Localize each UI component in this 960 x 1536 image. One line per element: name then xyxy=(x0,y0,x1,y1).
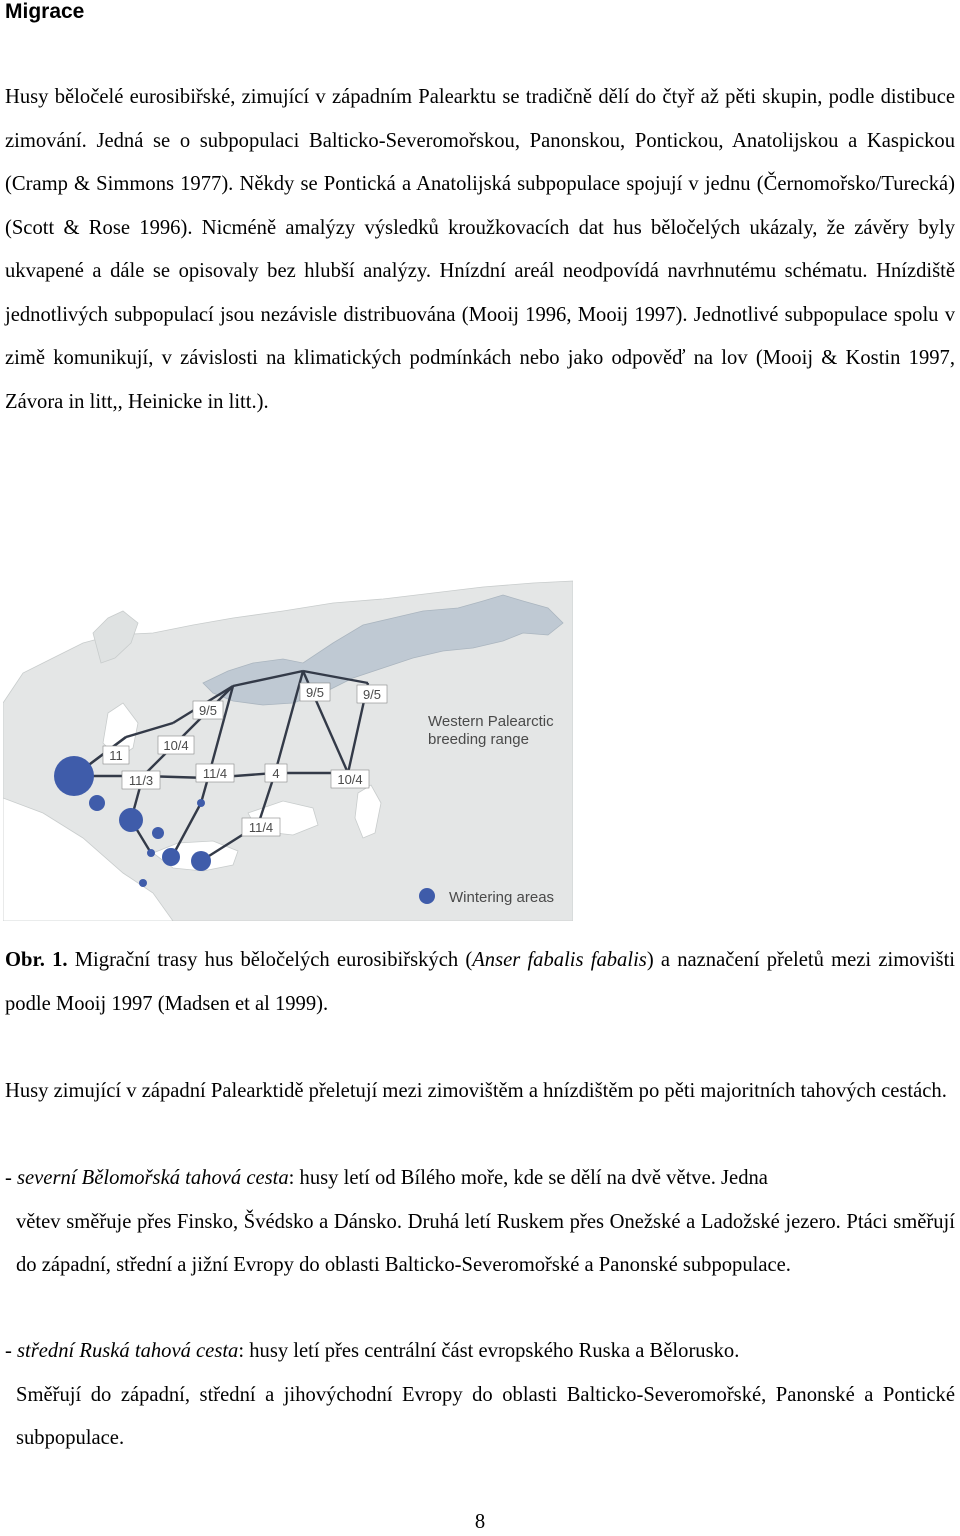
caption-text: ) a naznačení přeletů mezi zimovišti podle Mooij 1997 (Madsen et al 1999). xyxy=(5,949,956,1015)
route-label xyxy=(242,818,280,836)
route-label xyxy=(193,701,223,719)
list-item-text: : husy letí přes centrální část evropského Ruska a Bělorusko. xyxy=(238,1340,740,1362)
list-dash: - xyxy=(5,1340,18,1362)
list-dash: - xyxy=(5,1167,18,1189)
section-heading: Migrace xyxy=(5,0,85,23)
svg-text:11/3: 11/3 xyxy=(128,773,154,788)
breeding-range-label: Western Palearctic xyxy=(428,713,554,730)
list-item-continuation: Směřují do západní, střední a jihovýchodní Evropy do oblasti Balticko-Severomořské, Panonské a Pontické subpopulace. xyxy=(16,1383,955,1449)
route-label xyxy=(300,683,330,701)
list-item xyxy=(5,1330,955,1461)
svg-text:11: 11 xyxy=(109,748,123,763)
svg-text:9/5: 9/5 xyxy=(305,685,325,700)
route-label xyxy=(357,685,387,703)
legend-label: Wintering areas xyxy=(449,889,555,906)
svg-text:11/4: 11/4 xyxy=(248,820,274,835)
caption-text: Migrační trasy hus běločelých eurosibiřských ( xyxy=(67,949,473,971)
breeding-range-label: breeding range xyxy=(428,731,529,748)
route-label xyxy=(122,771,160,789)
route-label xyxy=(103,746,129,764)
svg-text:9/5: 9/5 xyxy=(362,687,382,702)
list-item xyxy=(5,1157,955,1288)
svg-text:10/4: 10/4 xyxy=(337,772,363,787)
route-name: střední Ruská tahová cesta xyxy=(17,1340,239,1362)
svg-text:10/4: 10/4 xyxy=(163,738,189,753)
svg-text:9/5: 9/5 xyxy=(198,703,218,718)
svg-text:4: 4 xyxy=(272,766,280,781)
route-name: severní Bělomořská tahová cesta xyxy=(17,1167,289,1189)
route-label xyxy=(265,764,287,782)
svg-text:11/4: 11/4 xyxy=(202,766,228,781)
list-item-continuation: větev směřuje přes Finsko, Švédsko a Dánsko. Druhá letí Ruskem přes Onežské a Ladožské jezero. Ptáci směřují do západní, střední a jižní Evropy do oblasti Balticko-Severomořské a Panonské subpopulace. xyxy=(16,1210,955,1276)
intro-paragraph: Husy běločelé eurosibiřské, zimující v západním Palearktu se tradičně dělí do čtyř až pěti skupin, podle distibuce zimování. Jedná se o subpopulaci Balticko-Severomořskou, Panonskou, Pontickou, Anatolijskou a Kaspickou (Cramp & Simmons 1977). Někdy se Pontická a Anatolijská subpopulace spojují v jednu (Černomořsko/Turecká) (Scott & Rose 1996). Nicméně amalýzy výsledků kroužkovacích dat hus běločelých ukázaly, že závěry byly ukvapené a dále se opisovaly bez hlubší analýzy. Hnízdní areál neodpovídá navrhnutému schématu. Hnízdiště jednotlivých subpopulací jsou nezávisle distribuována (Mooij 1996, Mooij 1997). Jednotlivé subpopulace spolu v zimě komunikují, v závislosti na klimatických podmínkách nebo jako odpověď na lov (Mooij & Kostin 1997, Závora in litt,, Heinicke in litt.). xyxy=(5,86,955,413)
page-number: 8 xyxy=(474,1511,486,1533)
figure-caption xyxy=(5,939,955,1026)
route-label xyxy=(158,736,194,754)
caption-species: Anser fabalis fabalis xyxy=(472,949,647,971)
migration-map xyxy=(3,563,573,921)
caption-label: Obr. 1. xyxy=(5,949,68,971)
list-item-text: : husy letí od Bílého moře, kde se dělí na dvě větve. Jedna xyxy=(288,1167,768,1189)
legend-marker xyxy=(419,888,435,904)
routes-intro-paragraph: Husy zimující v západní Palearktidě přeletují mezi zimovištěm a hnízdištěm po pěti majoritních tahových cestách. xyxy=(5,1080,947,1102)
route-label xyxy=(331,770,369,788)
route-label xyxy=(196,764,234,782)
